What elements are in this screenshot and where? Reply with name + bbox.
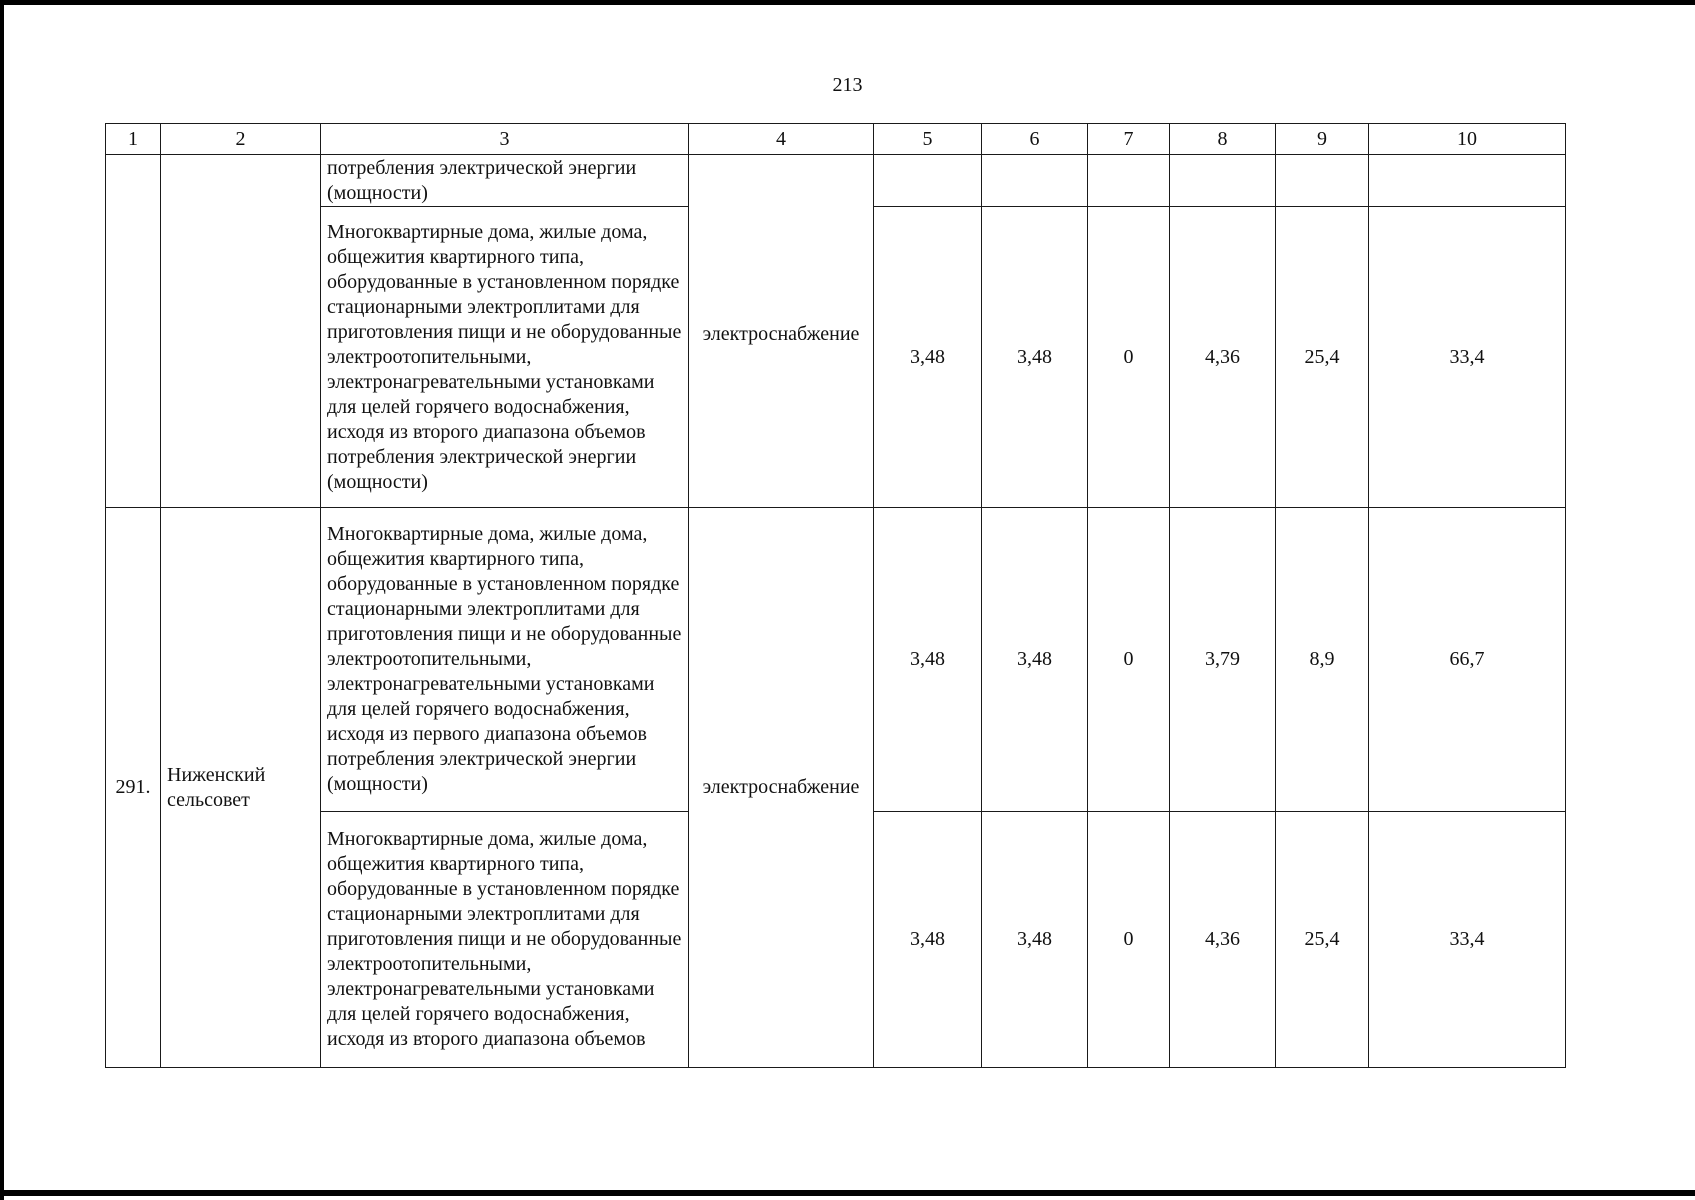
column-header-7: 7 <box>1088 124 1170 155</box>
value-cell <box>874 155 982 207</box>
column-header-4: 4 <box>689 124 874 155</box>
value-cell: 33,4 <box>1369 812 1566 1068</box>
page-number: 213 <box>832 74 863 96</box>
header-row <box>106 124 1566 155</box>
name-cell-empty <box>161 155 321 508</box>
value-cell: 8,9 <box>1276 508 1369 812</box>
value-cell: 0 <box>1088 812 1170 1068</box>
value-cell: 3,48 <box>982 508 1088 812</box>
value-cell: 3,48 <box>874 508 982 812</box>
column-header-9: 9 <box>1276 124 1369 155</box>
value-cell: 0 <box>1088 508 1170 812</box>
value-cell <box>1369 155 1566 207</box>
table-row <box>106 508 1566 812</box>
value-cell: 4,36 <box>1170 207 1276 508</box>
description-cell: потребления электрической энергии (мощности) <box>321 155 689 207</box>
description-cell: Многоквартирные дома, жилые дома, общежития квартирного типа, оборудованные в установленном порядке стационарными электроплитами для приготовления пищи и не оборудованные электроотопительными, электронагревательными установками для целей горячего водоснабжения, исходя из первого диапазона объемов потребления электрической энергии (мощности) <box>321 508 689 812</box>
value-cell: 33,4 <box>1369 207 1566 508</box>
value-cell: 25,4 <box>1276 207 1369 508</box>
service-cell: электроснабжение <box>689 155 874 508</box>
row-index: 291. <box>106 508 161 1068</box>
value-cell: 3,48 <box>874 812 982 1068</box>
column-header-8: 8 <box>1170 124 1276 155</box>
value-cell: 25,4 <box>1276 812 1369 1068</box>
value-cell: 3,48 <box>982 812 1088 1068</box>
column-header-3: 3 <box>321 124 689 155</box>
scan-border-top <box>0 0 1695 5</box>
scan-border-left <box>0 0 4 1200</box>
column-header-10: 10 <box>1369 124 1566 155</box>
description-cell: Многоквартирные дома, жилые дома, общежития квартирного типа, оборудованные в установленном порядке стационарными электроплитами для приготовления пищи и не оборудованные электроотопительными, электронагревательными установками для целей горячего водоснабжения, исходя из второго диапазона объемов потребления электрической энергии (мощности) <box>321 207 689 508</box>
value-cell <box>982 155 1088 207</box>
description-cell: Многоквартирные дома, жилые дома, общежития квартирного типа, оборудованные в установленном порядке стационарными электроплитами для приготовления пищи и не оборудованные электроотопительными, электронагревательными установками для целей горячего водоснабжения, исходя из второго диапазона объемов <box>321 812 689 1068</box>
tariff-table <box>105 123 1566 1068</box>
value-cell <box>1088 155 1170 207</box>
value-cell <box>1276 155 1369 207</box>
value-cell: 3,79 <box>1170 508 1276 812</box>
column-header-6: 6 <box>982 124 1088 155</box>
value-cell: 66,7 <box>1369 508 1566 812</box>
index-cell-empty <box>106 155 161 508</box>
table-row <box>106 155 1566 207</box>
settlement-name: Ниженский сельсовет <box>161 508 321 1068</box>
value-cell: 3,48 <box>874 207 982 508</box>
value-cell: 3,48 <box>982 207 1088 508</box>
column-header-2: 2 <box>161 124 321 155</box>
value-cell <box>1170 155 1276 207</box>
scan-border-bottom <box>0 1190 1695 1196</box>
column-header-5: 5 <box>874 124 982 155</box>
service-cell: электроснабжение <box>689 508 874 1068</box>
value-cell: 0 <box>1088 207 1170 508</box>
value-cell: 4,36 <box>1170 812 1276 1068</box>
column-header-1: 1 <box>106 124 161 155</box>
